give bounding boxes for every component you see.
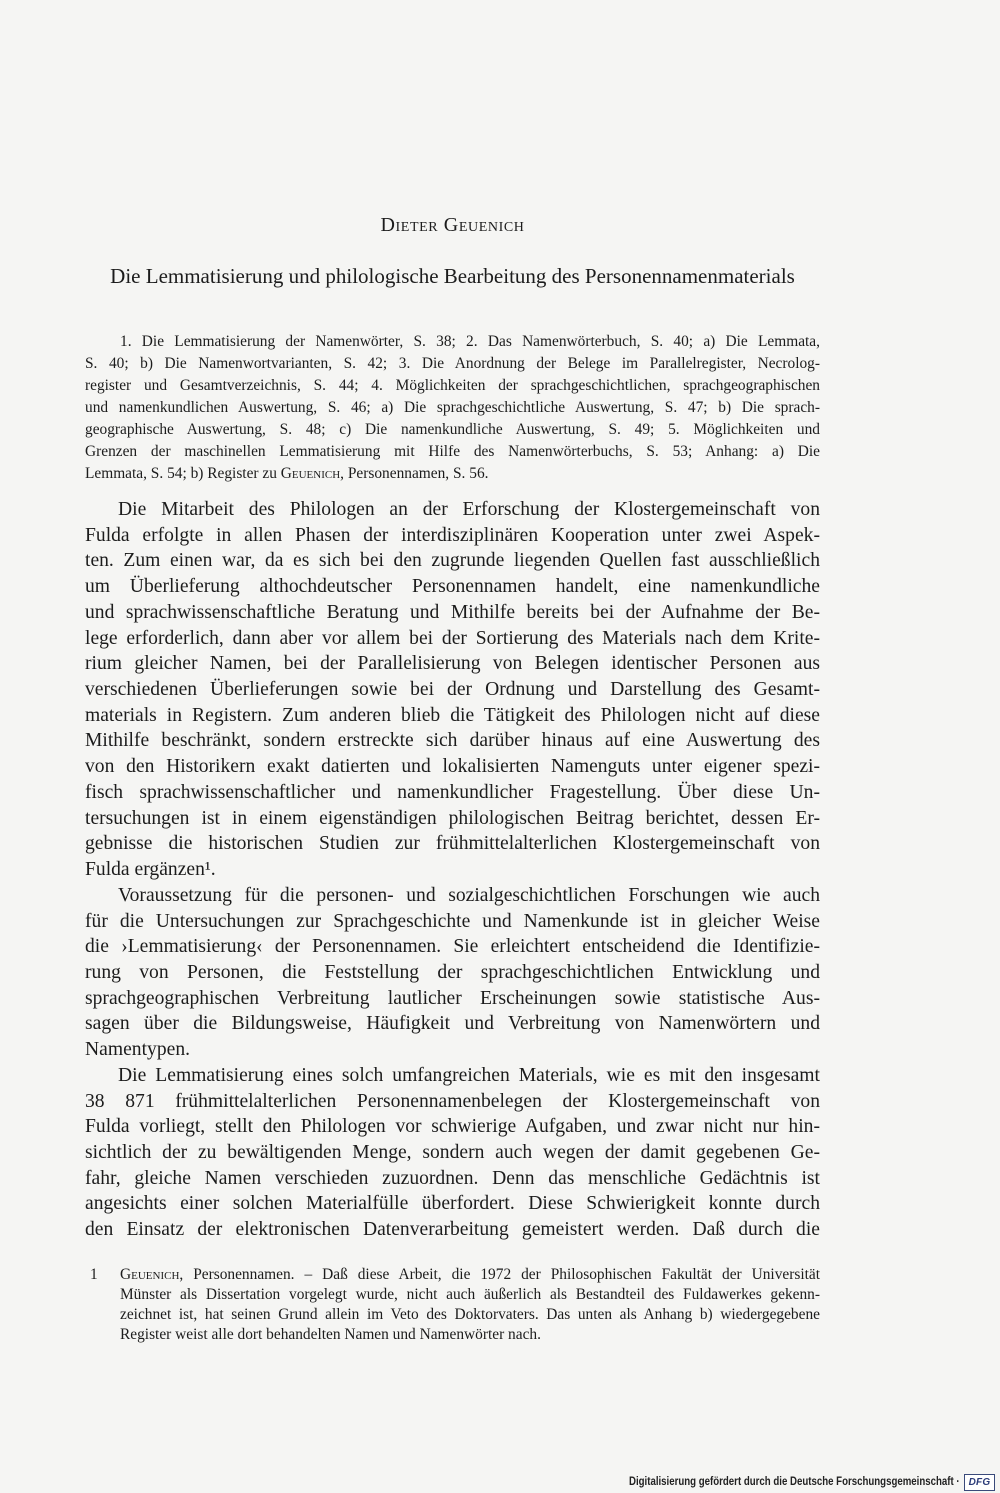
summary-line: S. 40; b) Die Namenwortvarianten, S. 42; 3. Die Anordnung der Belege im Parallelregister, Necrolog- — [85, 355, 820, 372]
summary-text: Lemmata, S. 54; b) Register zu — [85, 465, 281, 482]
article-title — [85, 262, 820, 290]
contents-summary — [85, 331, 820, 485]
summary-line: Grenzen der maschinellen Lemmatisierung mit Hilfe des Namenwörterbuchs, S. 53; Anhang: a) Die — [85, 443, 820, 460]
footnote-marker: 1 — [90, 1266, 98, 1283]
body-line: 38 871 frühmittelalterlichen Personennamenbelegen der Klostergemeinschaft von — [85, 1090, 820, 1112]
footnote-line: zeichnet ist, hat seinen Grund allein im Veto des Doktorvaters. Das unten als Anhang b) wiedergegebene — [120, 1306, 820, 1323]
summary-line — [85, 463, 820, 485]
dfg-logo — [964, 1474, 995, 1491]
summary-line: geographische Auswertung, S. 48; c) Die namenkundliche Auswertung, S. 49; 5. Möglichkeiten und — [85, 421, 820, 438]
credit-separator: · — [956, 1476, 960, 1488]
author-name — [85, 211, 820, 239]
footnote-line — [120, 1265, 820, 1285]
paragraph — [85, 497, 820, 883]
body-line: materials in Registern. Zum anderen blieb die Tätigkeit des Philologen nicht auf diese — [85, 704, 820, 726]
paragraph — [85, 883, 820, 1063]
digitization-credit-text: Digitalisierung gefördert durch die Deutsche Forschungsgemeinschaft — [629, 1476, 955, 1488]
footnote-text: , Personennamen. – Daß diese Arbeit, die 1972 der Philosophischen Fakultät der Universität — [179, 1266, 820, 1283]
summary-line: und namenkundlichen Auswertung, S. 46; a) Die sprachgeschichtliche Auswertung, S. 47; b) Die sprach- — [85, 399, 820, 416]
body-line: rung von Personen, die Feststellung der sprachgeschichtlichen Entwicklung und — [85, 961, 820, 983]
footnote-line: Münster als Dissertation vorgelegt wurde, nicht auch äußerlich als Bestandteil des Fuldawerkes gekenn- — [120, 1286, 820, 1303]
summary-line: 1. Die Lemmatisierung der Namenwörter, S. 38; 2. Das Namenwörterbuch, S. 40; a) Die Lemmata, — [120, 333, 820, 350]
footnote — [90, 1265, 820, 1345]
footnote-line: Register weist alle dort behandelten Namen und Namenwörter nach. — [120, 1326, 541, 1343]
dfg-logo-text: DFG — [968, 1477, 991, 1488]
body-line: angesichts einer solchen Materialfülle überfordert. Diese Schwierigkeit konnte durch — [85, 1193, 820, 1215]
summary-line: register und Gesamtverzeichnis, S. 44; 4. Möglichkeiten der sprachgeschichtlichen, sprachgeographischen — [85, 377, 820, 394]
body-line: um Überlieferung althochdeutscher Personennamen handelt, eine namenkundliche — [85, 576, 820, 598]
author-reference: Geuenich — [280, 465, 341, 482]
body-text — [85, 497, 820, 1243]
article-title-text: Die Lemmatisierung und philologische Bearbeitung des Personennamenmaterials — [110, 264, 795, 288]
body-line: Die Lemmatisierung eines solch umfangreichen Materials, wie es mit den insgesamt — [118, 1064, 820, 1086]
body-line: den Einsatz der elektronischen Datenverarbeitung gemeistert werden. Daß durch die — [85, 1219, 820, 1241]
digitization-credit — [629, 1475, 960, 1489]
body-line: Fulda vorliegt, stellt den Philologen vor schwierige Aufgaben, und zwar nicht nur hin- — [85, 1116, 820, 1138]
body-line: von den Historikern exakt datierten und lokalisierten Namenguts unter eigener spezi- — [85, 756, 820, 778]
body-line: die ›Lemmatisierung‹ der Personennamen. Sie erleichtert entscheidend die Identifizie- — [85, 936, 820, 958]
body-line: fahr, gleiche Namen verschieden zuzuordnen. Denn das menschliche Gedächtnis ist — [85, 1167, 820, 1189]
body-line: Mithilfe beschränkt, sondern erstreckte sich darüber hinaus auf eine Auswertung des — [85, 730, 820, 752]
body-line: Die Mitarbeit des Philologen an der Erforschung der Klostergemeinschaft von — [118, 499, 820, 520]
body-line: sprachgeographischen Verbreitung lautlicher Erscheinungen sowie statistische Aus- — [85, 987, 820, 1009]
body-line: verschiedenen Überlieferungen sowie bei der Ordnung und Darstellung des Gesamt- — [85, 679, 820, 701]
author-reference: Geuenich — [120, 1266, 180, 1283]
body-line: tersuchungen ist in einem eigenständigen philologischen Beitrag berichtet, dessen Er- — [85, 807, 820, 829]
body-line: sichtlich der zu bewältigenden Menge, sondern auch wegen der damit gegebenen Ge- — [85, 1141, 820, 1163]
body-line: sagen über die Bildungsweise, Häufigkeit und Verbreitung von Namenwörtern und — [85, 1013, 820, 1035]
body-line: Fulda ergänzen¹. — [85, 859, 216, 881]
summary-text: , Personennamen, S. 56. — [340, 465, 489, 482]
paragraph — [85, 1063, 820, 1243]
body-line: und sprachwissenschaftliche Beratung und Mithilfe bereits bei der Aufnahme der Be- — [85, 601, 820, 623]
body-line: rium gleicher Namen, bei der Parallelisierung von Belegen identischer Personen aus — [85, 653, 820, 675]
body-line: fisch sprachwissenschaftlicher und namenkundlicher Fragestellung. Über diese Un- — [85, 781, 820, 803]
body-line: Voraussetzung für die personen- und sozialgeschichtlichen Forschungen wie auch — [118, 884, 820, 906]
author-name-text: Dieter Geuenich — [380, 214, 525, 236]
body-line: Namentypen. — [85, 1039, 191, 1061]
body-line: ten. Zum einen war, da es sich bei den zugrunde liegenden Quellen fast ausschließlich — [85, 550, 820, 572]
body-line: gebnisse die historischen Studien zur frühmittelalterlichen Klostergemeinschaft von — [85, 833, 820, 855]
body-line: Fulda erfolgte in allen Phasen der interdisziplinären Kooperation unter zwei Aspek- — [85, 524, 820, 546]
body-line: für die Untersuchungen zur Sprachgeschichte und Namenkunde ist in gleicher Weise — [85, 910, 820, 932]
body-line: lege erforderlich, dann aber vor allem bei der Sortierung des Materials nach dem Krite- — [85, 627, 820, 649]
